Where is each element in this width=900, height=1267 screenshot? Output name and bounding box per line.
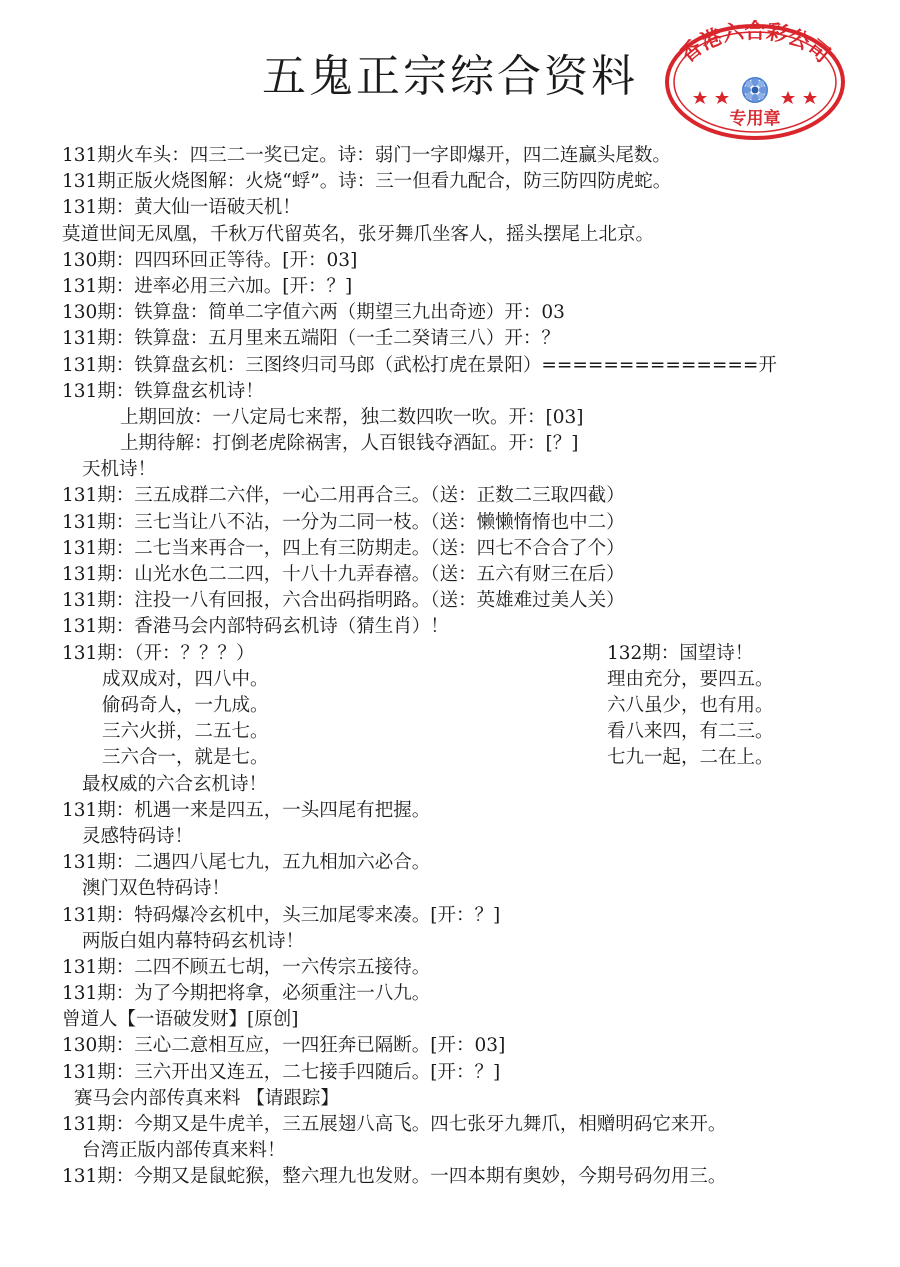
poem-left-line: 三六火拼，二五七。 xyxy=(102,721,269,743)
text-line: 131期火车头：四三二一奖已定。诗：弱门一字即爆开，四二连赢头尾数。 xyxy=(62,145,671,166)
text-line: 131期：进率必用三六加。[开：？] xyxy=(62,275,353,297)
text-line: 131期：二七当来再合一，四上有三防期走。（送：四七不合合了个） xyxy=(62,537,625,559)
text-line: 130期：铁算盘：简单二字值六两（期望三九出奇迹）开：03 xyxy=(62,302,565,324)
text-line: 曾道人【一语破发财】[原创] xyxy=(62,1009,299,1031)
stamp-star-icon xyxy=(803,91,817,104)
section-heading: 天机诗！ xyxy=(82,459,157,481)
company-stamp xyxy=(660,20,850,140)
stamp-star-icon xyxy=(693,91,707,104)
stamp-flower-icon xyxy=(743,78,767,102)
stamp-bottom-text: 专用章 xyxy=(729,109,781,129)
text-line: 130期：四四环回正等待。[开：03] xyxy=(62,249,358,271)
two-column-poems xyxy=(62,641,882,772)
stamp-top-text: 香港六合彩公司 xyxy=(675,20,835,68)
text-line: 131期：铁算盘玄机诗！ xyxy=(62,380,264,402)
text-line: 131期：特码爆冷玄机中，头三加尾零来凑。[开：？] xyxy=(62,904,501,926)
text-line: 131期：山光水色二二四，十八十九弄春禧。（送：五六有财三在后） xyxy=(62,564,625,585)
text-line: 131期：为了今期把将拿，必须重注一八九。 xyxy=(62,983,431,1005)
section-heading: 最权威的六合玄机诗！ xyxy=(82,773,268,795)
content-body xyxy=(62,143,882,1191)
poem-right-line: 七九一起，二在上。 xyxy=(607,747,774,769)
text-line: 131期：铁算盘玄机：三图终归司马郎（武松打虎在景阳）==============开 xyxy=(62,354,777,376)
poem-right-column xyxy=(607,641,774,772)
text-line: 莫道世间无凤凰，千秋万代留英名，张牙舞爪坐客人，摇头摆尾上北京。 xyxy=(62,223,655,245)
poem-right-header: 132期：国望诗！ xyxy=(607,642,754,664)
text-line: 131期正版火烧图解：火烧“蜉”。诗：三一但看九配合，防三防四防虎蛇。 xyxy=(62,171,672,193)
text-line: 130期：三心二意相互应，一四狂奔已隔断。[开：03] xyxy=(62,1035,506,1057)
section-heading: 灵感特码诗！ xyxy=(82,825,194,847)
section-heading: 两版白姐内幕特码玄机诗！ xyxy=(82,930,305,952)
text-line: 131期：注投一八有回报，六合出码指明路。（送：英雄难过美人关） xyxy=(62,590,625,612)
poem-left-line: 成双成对，四八中。 xyxy=(102,668,269,690)
text-line: 131期：铁算盘：五月里来五端阳（一壬二癸请三八）开：？ xyxy=(62,328,560,350)
text-line: 131期：机遇一来是四五，一头四尾有把握。 xyxy=(62,799,431,821)
section-heading: 赛马会内部传真来料 【请跟踪】 xyxy=(74,1087,339,1109)
poem-left-line: 三六合一，就是七。 xyxy=(102,747,269,769)
poem-left-column xyxy=(62,641,269,772)
text-line: 131期：二四不顾五七胡，一六传宗五接待。 xyxy=(62,956,431,978)
text-line: 上期待解：打倒老虎除祸害，人百银钱夺酒缸。开：[？] xyxy=(120,433,579,455)
text-line: 131期：三七当让八不沾，一分为二同一枝。（送：懒懒惰惰也中二） xyxy=(62,511,625,533)
text-line: 上期回放：一八定局七来帮，独二数四吹一吹。开：[03] xyxy=(120,406,584,428)
text-line: 131期：二遇四八尾七九，五九相加六必合。 xyxy=(62,852,431,874)
poem-left-line: 偷码奇人，一九成。 xyxy=(102,694,269,716)
text-line: 131期：黄大仙一语破天机！ xyxy=(62,197,301,219)
section-heading: 台湾正版内部传真来料！ xyxy=(82,1140,286,1162)
poem-right-line: 看八来四，有二三。 xyxy=(607,721,774,743)
text-line: 131期：今期又是牛虎羊，三五展翅八高飞。四七张牙九舞爪，相赠明码它来开。 xyxy=(62,1114,727,1135)
text-line: 131期：香港马会内部特码玄机诗（猜生肖）！ xyxy=(62,616,449,638)
text-line: 131期：三六开出又连五，二七接手四随后。[开：？] xyxy=(62,1061,501,1083)
stamp-star-icon xyxy=(715,91,729,104)
lower-section xyxy=(62,772,882,1191)
poem-right-line: 理由充分，要四五。 xyxy=(607,668,774,690)
text-line: 131期：今期又是鼠蛇猴，整六理九也发财。一四本期有奥妙，今期号码勿用三。 xyxy=(62,1166,727,1188)
page-title: 五鬼正宗综合资料 xyxy=(262,51,638,102)
text-line: 131期：三五成群二六伴，一心二用再合三。（送：正数二三取四截） xyxy=(62,485,625,507)
poem-left-header: 131期：（开：？？？） xyxy=(62,642,255,664)
poem-right-line: 六八虽少，也有用。 xyxy=(607,694,774,716)
section-heading: 澳门双色特码诗！ xyxy=(82,878,231,900)
stamp-star-icon xyxy=(781,91,795,104)
